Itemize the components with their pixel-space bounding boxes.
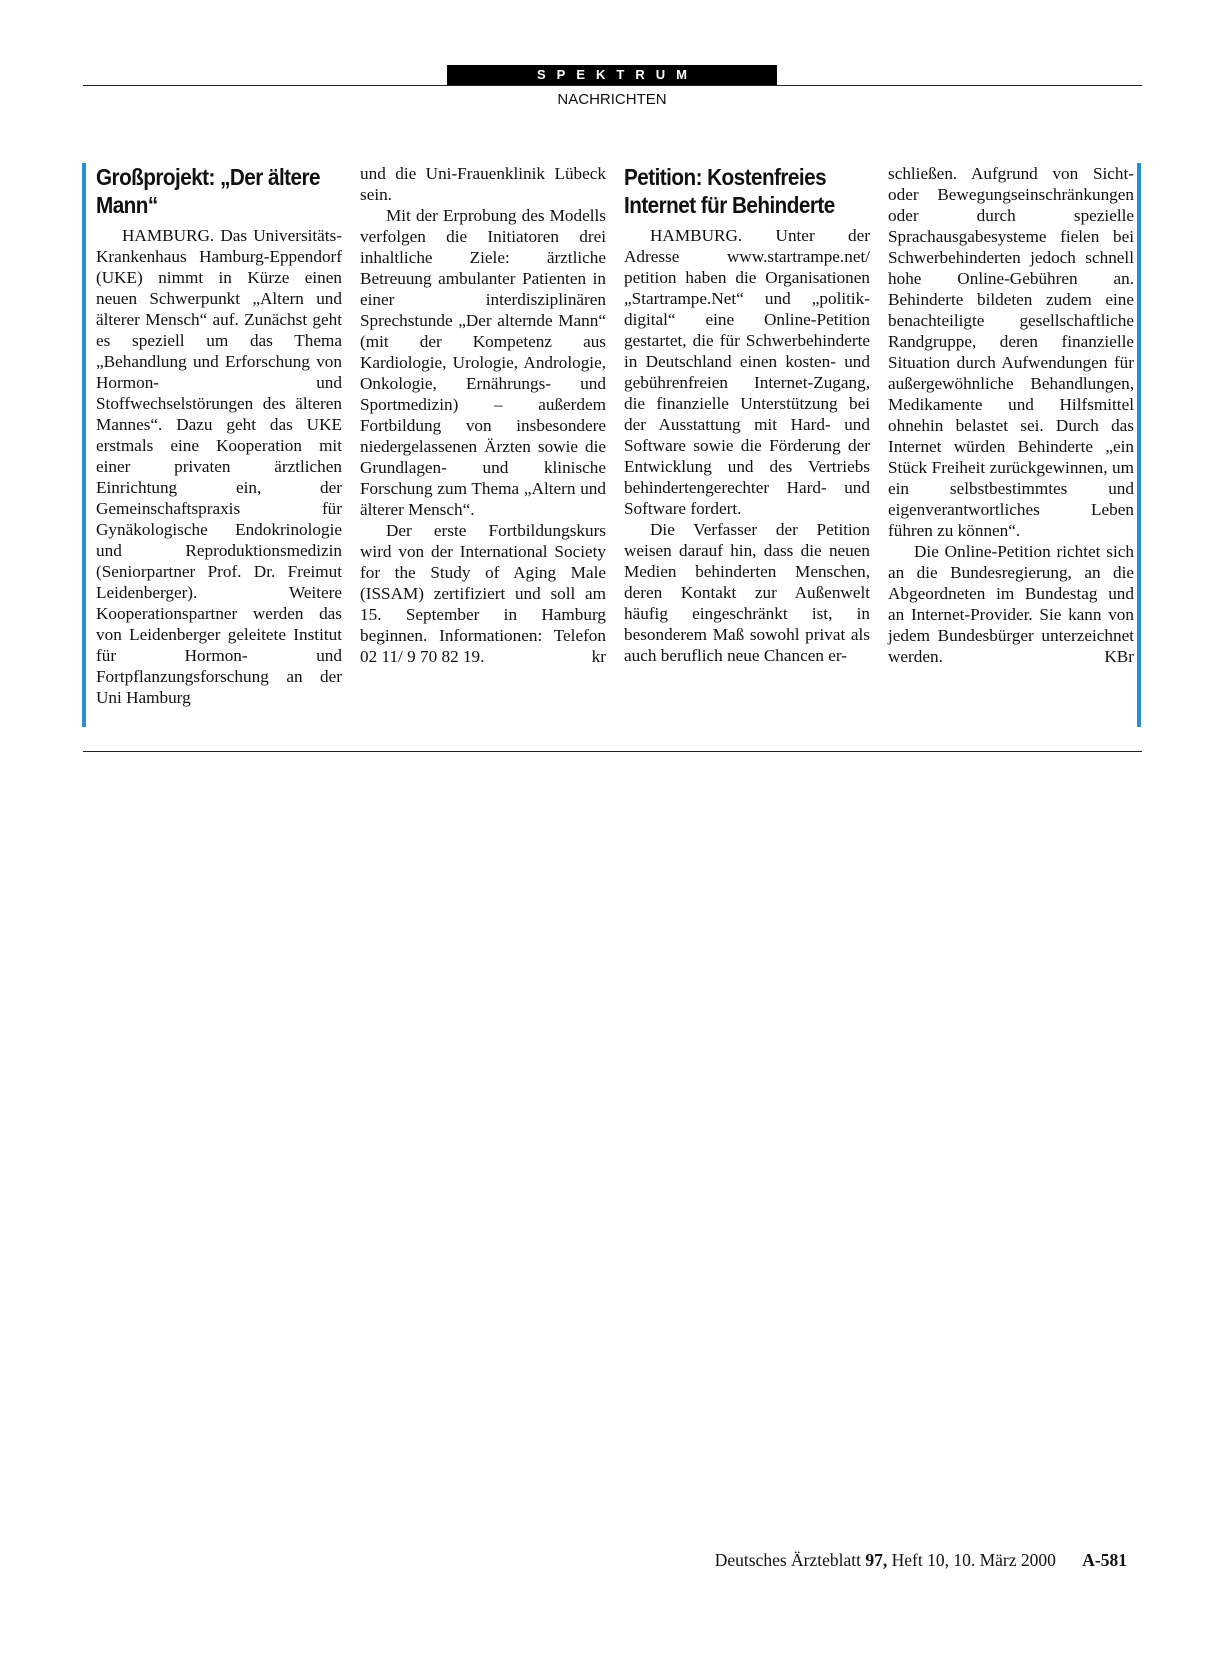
- article2-author: KBr: [1104, 647, 1134, 666]
- article1-column-2: [360, 163, 606, 667]
- page-number: A-581: [1082, 1550, 1127, 1570]
- header-rule: [83, 85, 1142, 86]
- article2-paragraph: HAMBURG. Unter der Adresse www.startrampe.net/ petition haben die Organisationen „Startrampe.Net“ und „politik-digital“ eine Online-Petition gestartet, die für Schwerbehinderte in Deutschland einen kosten- und gebührenfreien Internet-Zugang, die finanzielle Unterstützung bei der Ausstattung mit Hard- und Software sowie die Förderung der Entwicklung und des Vertriebs behindertengerechter Hard- und Software fordert.: [624, 226, 870, 518]
- page-footer: [715, 1549, 1127, 1571]
- article1-author: kr: [591, 647, 606, 666]
- article2-paragraph: Die Verfasser der Petition weisen darauf hin, dass die neuen Medien behinderten Menschen, deren Kontakt zur Außenwelt häufig eingeschränkt ist, in besonderem Maß sowohl privat als auch beruflich neue Chancen er-: [624, 520, 870, 665]
- article1-column-1: [96, 163, 342, 708]
- article2-column-2: [888, 163, 1134, 667]
- article1-paragraph-last: [360, 520, 606, 667]
- section-label: NACHRICHTEN: [557, 91, 667, 108]
- article1-paragraph-text: Der erste Fortbildungskurs wird von der International Society for the Study of Aging Male (ISSAM) zertifiziert und soll am 15. September in Hamburg beginnen. Informationen: Telefon 02 11/ 9 70 82 19.: [360, 521, 606, 666]
- article2-paragraph: schließen. Aufgrund von Sicht- oder Bewegungseinschränkungen oder durch spezielle Sprachausgabesysteme fielen bei Schwerbehinderten jedoch schnell hohe Online-Gebühren an. Behinderte bildeten zudem eine benachteiligte gesellschaftliche Randgruppe, deren finanzielle Situation durch Aufwendungen für außergewöhnliche Behandlungen, Medikamente und Hilfsmittel ohnehin belastet sei. Durch das Internet würden Behinderte „ein Stück Freiheit zurückgewinnen, um ein selbstbestimmtes und eigenverantwortliches Leben führen zu können“.: [888, 164, 1134, 540]
- article-accent-bar-left: [82, 163, 86, 727]
- journal-name: Deutsches Ärzteblatt: [714, 1550, 861, 1570]
- article1-paragraph: Mit der Erprobung des Modells verfolgen die Initiatoren drei inhaltliche Ziele: ärztliche Betreuung ambulanter Patienten in einer interdisziplinären Sprechstunde „Der alternde Mann“ (mit der Kompetenz aus Kardiologie, Urologie, Andrologie, Onkologie, Ernährungs- und Sportmedizin) – außerdem Fortbildung von insbesondere niedergelassenen Ärzten sowie die Grundlagen- und klinische Forschung zum Thema „Altern und älterer Mensch“.: [360, 206, 606, 519]
- article1-paragraph: HAMBURG. Das Universitäts-Krankenhaus Hamburg-Eppendorf (UKE) nimmt in Kürze einen neuen Schwerpunkt „Altern und älterer Mensch“ auf. Zunächst geht es speziell um das Thema „Behandlung und Erforschung von Hormon- und Stoffwechselstörungen des älteren Mannes“. Dazu geht das UKE erstmals eine Kooperation mit einer privaten ärztlichen Einrichtung ein, der Gemeinschaftspraxis für Gynäkologische Endokrinologie und Reproduktionsmedizin (Seniorpartner Prof. Dr. Freimut Leidenberger). Weitere Kooperationspartner werden das von Leidenberger geleitete Institut für Hormon- und Fortpflanzungsforschung an der Uni Hamburg: [96, 226, 342, 707]
- article1-paragraph: und die Uni-Frauenklinik Lübeck sein.: [360, 164, 606, 204]
- article1-headline: Großprojekt: „Der ältere Mann“: [96, 164, 321, 218]
- article2-paragraph-last: [888, 541, 1134, 667]
- article2-headline: Petition: Kostenfreies Internet für Behinderte: [624, 164, 835, 218]
- article-accent-bar-right: [1137, 163, 1141, 727]
- journal-issue: Heft 10, 10. März 2000: [891, 1550, 1056, 1570]
- footer-rule: [83, 751, 1142, 752]
- article2-paragraph-text: Die Online-Petition richtet sich an die Bundesregierung, an die Abgeordneten im Bundestag und an Internet-Provider. Sie kann von jedem Bundesbürger unterzeichnet werden.: [888, 542, 1134, 666]
- journal-volume: 97,: [865, 1550, 888, 1570]
- article2-column-1: [624, 163, 870, 666]
- section-kicker: SPEKTRUM: [447, 65, 777, 85]
